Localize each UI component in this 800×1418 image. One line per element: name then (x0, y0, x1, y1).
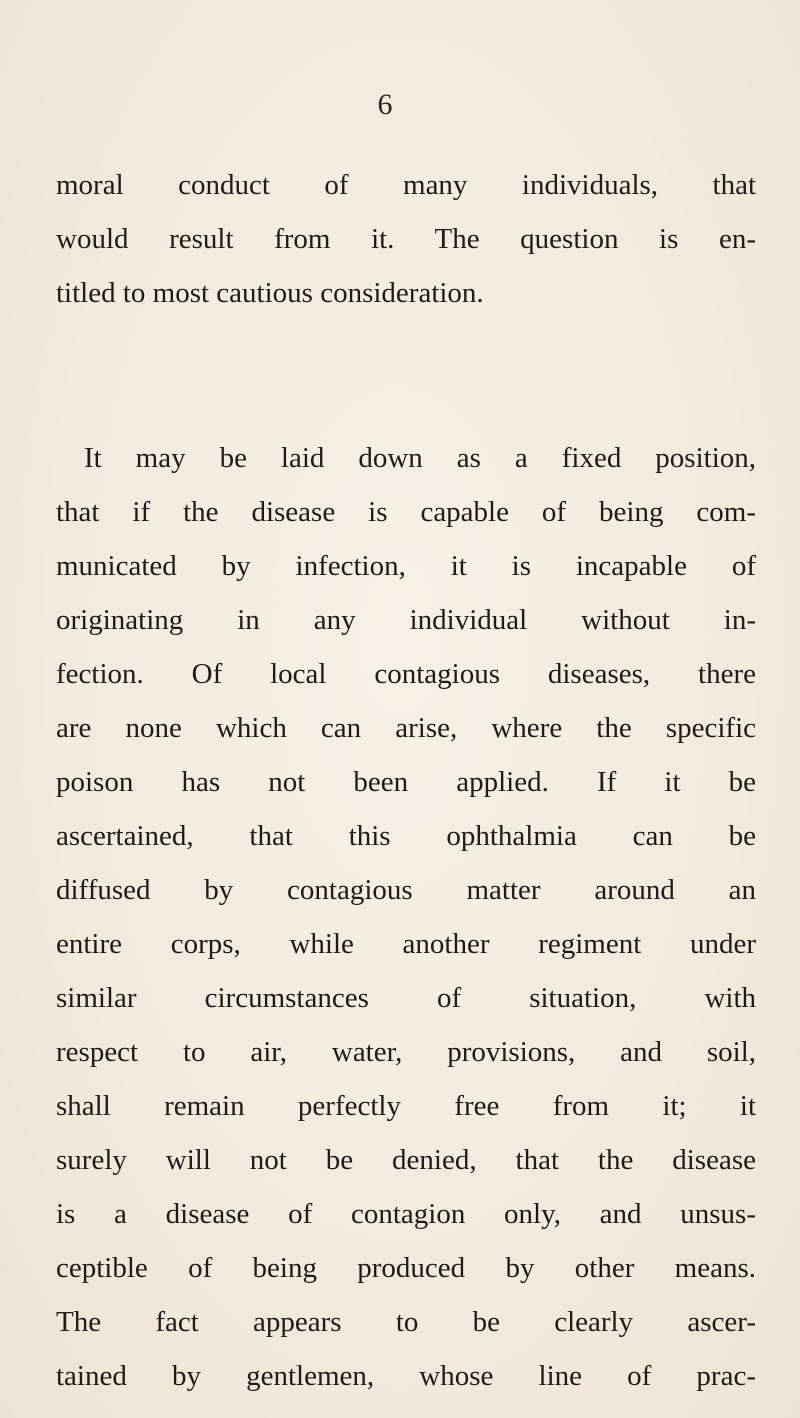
text-line: entire corps, while another regiment under (56, 928, 756, 960)
text-line: are none which can arise, where the specific (56, 712, 756, 744)
text-line: diffused by contagious matter around an (56, 874, 756, 906)
text-line: moral conduct of many individuals, that (56, 169, 756, 201)
text-line: fection. Of local contagious diseases, there (56, 658, 756, 690)
text-line: respect to air, water, provisions, and soil, (56, 1036, 756, 1068)
text-line: municated by infection, it is incapable of (56, 550, 756, 582)
text-line: is a disease of contagion only, and unsus- (56, 1198, 756, 1230)
text-line: titled to most cautious consideration. (56, 277, 484, 309)
text-line: surely will not be denied, that the disease (56, 1144, 756, 1176)
text-line: The fact appears to be clearly ascer- (56, 1306, 756, 1338)
text-line: originating in any individual without in- (56, 604, 756, 636)
paragraph-2 (56, 431, 756, 1403)
text-line: It may be laid down as a fixed position, (84, 442, 756, 474)
text-line: ceptible of being produced by other means. (56, 1252, 756, 1284)
text-line: shall remain perfectly free from it; it (56, 1090, 756, 1122)
text-line: would result from it. The question is en- (56, 223, 756, 255)
paragraph-1 (56, 158, 756, 320)
text-line: tained by gentlemen, whose line of prac- (56, 1360, 756, 1392)
text-line: poison has not been applied. If it be (56, 766, 756, 798)
page-number: 6 (377, 88, 393, 121)
text-line: ascertained, that this ophthalmia can be (56, 820, 756, 852)
text-line: similar circumstances of situation, with (56, 982, 756, 1014)
text-line: that if the disease is capable of being com- (56, 496, 756, 528)
